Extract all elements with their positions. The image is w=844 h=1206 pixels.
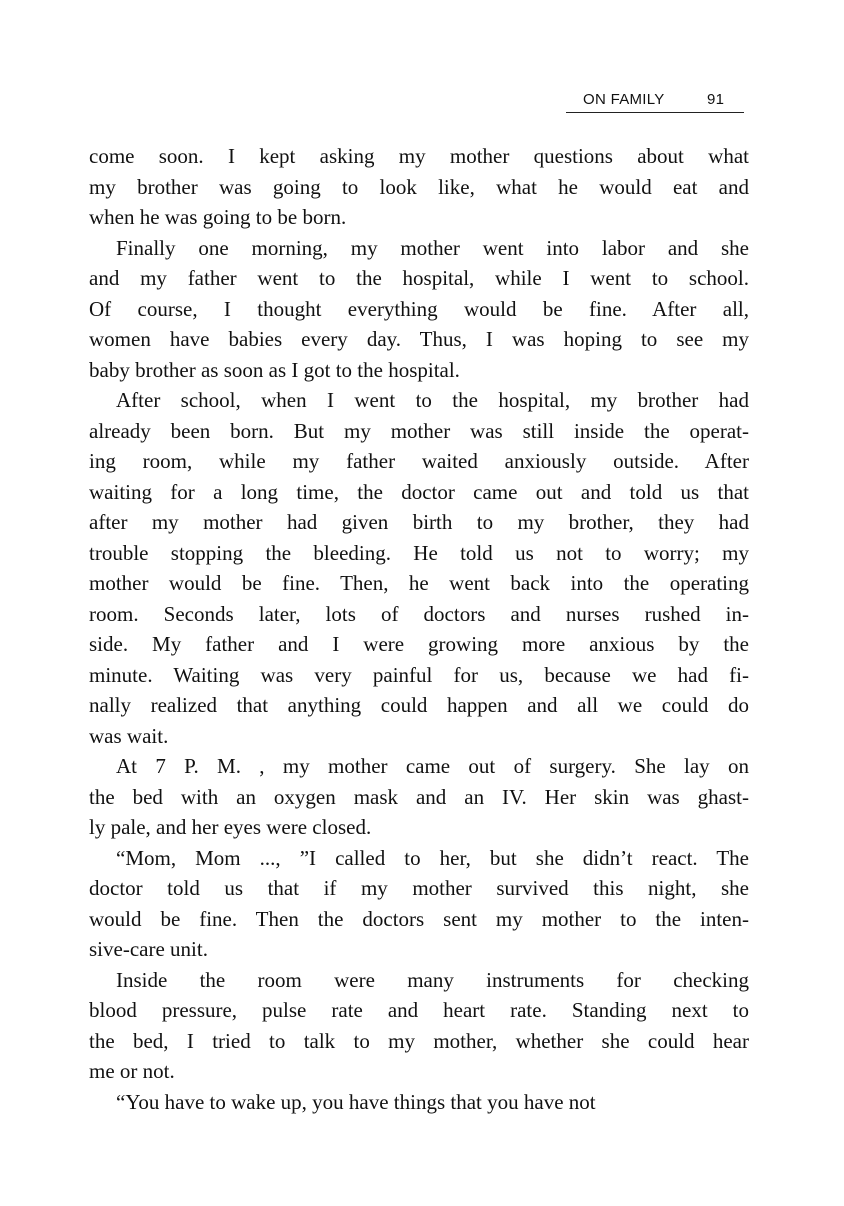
text-line: ly pale, and her eyes were closed. [89,815,372,839]
text-line: After school, when I went to the hospital, my brother had [116,388,749,412]
text-line: was wait. [89,723,169,748]
text-line: baby brother as soon as I got to the hospital. [89,357,460,382]
text-line: At 7 P. M. , my mother came out of surgery. She lay on [116,754,749,778]
text-line: the bed, I tried to talk to my mother, whether she could hear [89,1028,749,1053]
page-number: 91 [707,91,725,108]
text-line: me or not. [89,1059,175,1083]
text-line: blood pressure, pulse rate and heart rate. Standing next to [89,998,749,1022]
paragraph [89,1087,749,1118]
paragraph [89,843,749,965]
paragraph [89,233,749,386]
text-line: side. My father and I were growing more anxious by the [89,632,749,656]
section-title: ON FAMILY [583,91,665,108]
text-line: the bed with an oxygen mask and an IV. Her skin was ghast- [89,784,749,809]
text-line: doctor told us that if my mother survived this night, she [89,876,749,900]
text-line: after my mother had given birth to my brother, they had [89,510,749,534]
text-line: my brother was going to look like, what he would eat and [89,174,749,199]
text-line: when he was going to be born. [89,205,347,229]
text-line: come soon. I kept asking my mother questions about what [89,144,749,168]
body-text [89,141,749,1117]
text-line: and my father went to the hospital, while I went to school. [89,266,749,290]
text-line: nally realized that anything could happen and all we could do [89,693,749,717]
text-line: ing room, while my father waited anxiously outside. After [89,449,749,473]
text-line: minute. Waiting was very painful for us, because we had fi- [89,662,749,687]
paragraph [89,141,749,233]
text-line: Finally one morning, my mother went into labor and she [116,235,749,260]
text-line: women have babies every day. Thus, I was hoping to see my [89,327,749,351]
running-header [566,88,744,113]
text-line: “Mom, Mom ..., ”I called to her, but she didn’t react. The [116,845,749,870]
paragraph [89,385,749,751]
text-line: sive-care unit. [89,937,208,961]
text-line: would be fine. Then the doctors sent my mother to the inten- [89,906,749,931]
text-line: already been born. But my mother was still inside the operat- [89,418,749,443]
paragraph [89,751,749,843]
text-line: trouble stopping the bleeding. He told us not to worry; my [89,540,749,565]
text-line: room. Seconds later, lots of doctors and nurses rushed in- [89,601,749,626]
text-line: Inside the room were many instruments for checking [116,967,749,992]
text-line: mother would be fine. Then, he went back into the operating [89,571,749,595]
text-line: waiting for a long time, the doctor came out and told us that [89,479,749,504]
text-line: “You have to wake up, you have things that you have not [116,1089,596,1114]
text-line: Of course, I thought everything would be fine. After all, [89,296,749,321]
paragraph [89,965,749,1087]
